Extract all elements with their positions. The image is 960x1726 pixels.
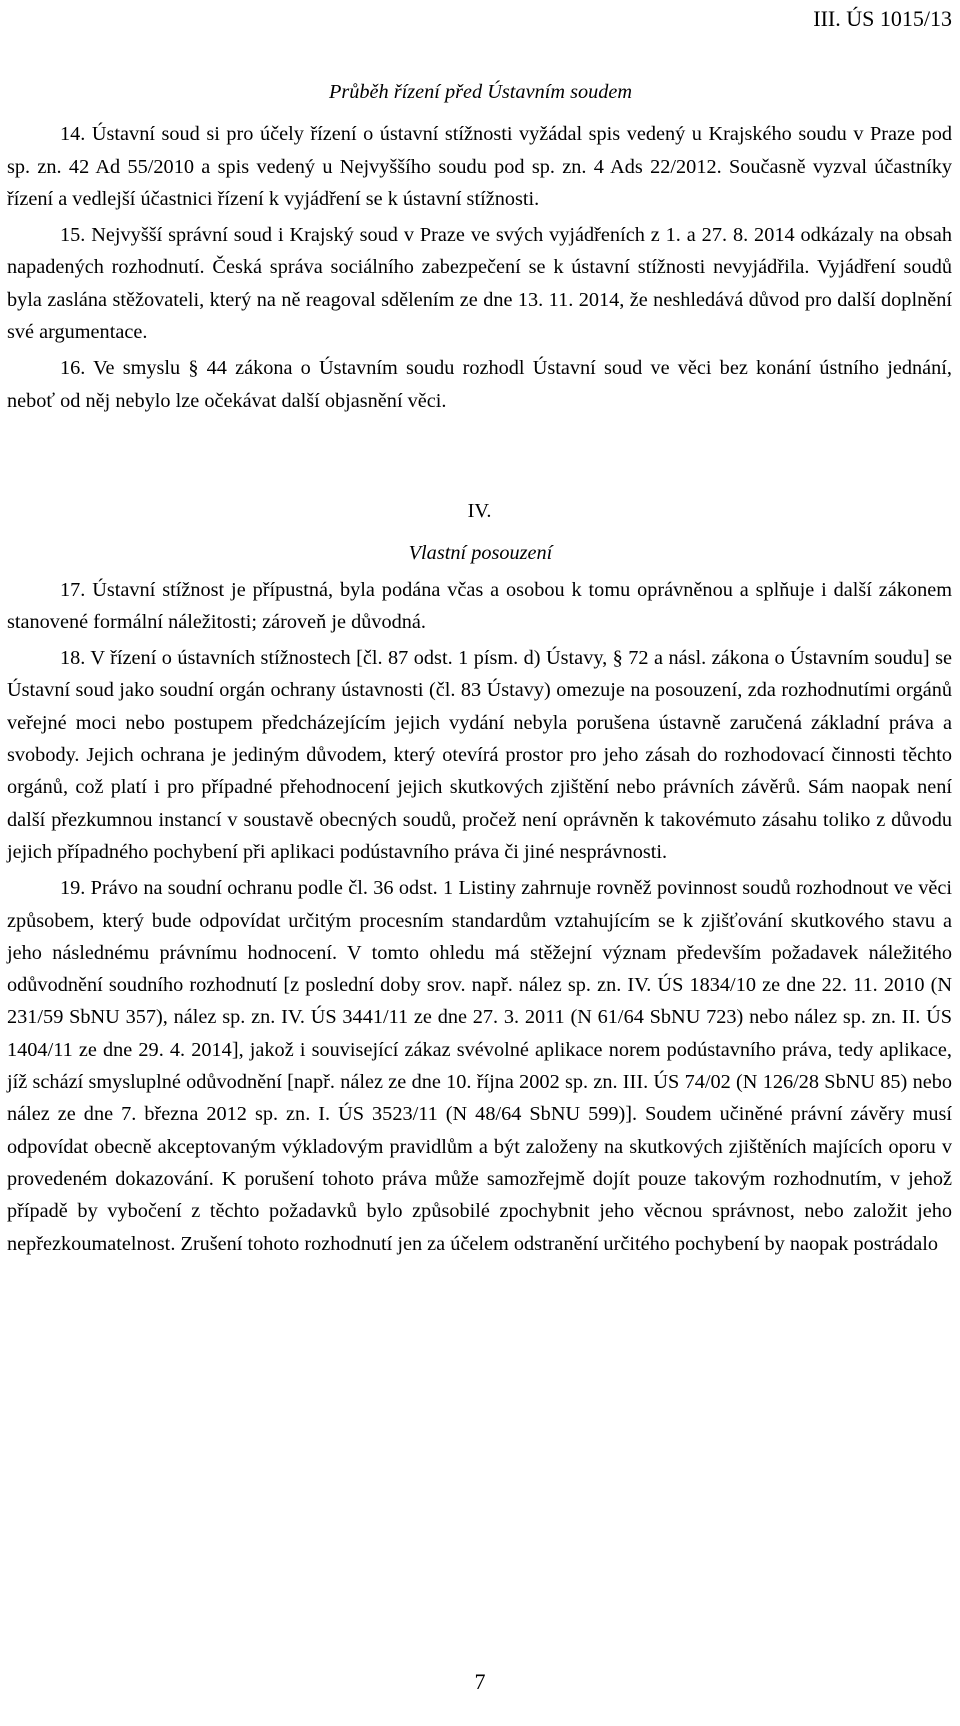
paragraph-18: 18. V řízení o ústavních stížnostech [čl. 87 odst. 1 písm. d) Ústavy, § 72 a násl. zákona o Ústavním soudu] se Ústavní soud jako soudní orgán ochrany ústavnosti (čl. 83 Ústavy) omezuje na posouzení, zda rozhodnutími orgánů veřejné moci nebo postupem předcházejícím jejich vydání nebyla porušena ústavně zaručená základní práva a svobody. Jejich ochrana je jediným důvodem, který otevírá prostor pro jeho zásah do rozhodovací činnosti těchto orgánů, což platí i pro případné přehodnocení jejich skutkových zjištění nebo právních závěrů. Sám naopak není další přezkumnou instancí v soustavě obecných soudů, pročež není oprávněn k takovémuto zásahu toliko z důvodu jejich případného pochybení při aplikaci podústavního práva či jiné nesprávnosti. bbox=[7, 647, 952, 863]
paragraph-19: 19. Právo na soudní ochranu podle čl. 36 odst. 1 Listiny zahrnuje rovněž povinnost soudů rozhodnout ve věci způsobem, který bude odpovídat určitým procesním standardům vztahujícím se k zjišťování skutkového stavu a jeho následnému právnímu hodnocení. V tomto ohledu má stěžejní význam především požadavek náležitého odůvodnění soudního rozhodnutí [z poslední doby srov. např. nález sp. zn. IV. ÚS 1834/10 ze dne 22. 11. 2010 (N 231/59 SbNU 357), nález sp. zn. IV. ÚS 3441/11 ze dne 27. 3. 2011 (N 61/64 SbNU 723) nebo nález sp. zn. II. ÚS 1404/11 ze dne 29. 4. 2014], jakož i související zákaz svévolné aplikace norem podústavního práva, tedy aplikace, jíž schází smysluplné odůvodnění [např. nález ze dne 10. října 2002 sp. zn. III. ÚS 74/02 (N 126/28 SbNU 85) nebo nález ze dne 7. března 2012 sp. zn. I. ÚS 3523/11 (N 48/64 SbNU 599)]. Soudem učiněné právní závěry musí odpovídat obecně akceptovaným výkladovým pravidlům a být založeny na skutkových zjištěních majících oporu v provedeném dokazování. K porušení tohoto práva může samozřejmě dojít pouze takovým rozhodnutím, v jehož případě by vybočení z těchto požadavků bylo způsobilé zpochybnit jeho věcnou správnost, nebo založit jeho nepřezkoumatelnost. Zrušení tohoto rozhodnutí jen za účelem odstranění určitého pochybení by naopak postrádalo bbox=[7, 877, 952, 1255]
paragraph-14: 14. Ústavní soud si pro účely řízení o ústavní stížnosti vyžádal spis vedený u Krajského soudu v Praze pod sp. zn. 42 Ad 55/2010 a spis vedený u Nejvyššího soudu pod sp. zn. 4 Ads 22/2012. Současně vyzval účastníky řízení a vedlejší účastnici řízení k vyjádření se k ústavní stížnosti. bbox=[7, 123, 952, 210]
paragraph-15: 15. Nejvyšší správní soud i Krajský soud v Praze ve svých vyjádřeních z 1. a 27. 8. 2014 odkázaly na obsah napadených rozhodnutí. Česká správa sociálního zabezpečení se k ústavní stížnosti nevyjádřila. Vyjádření soudů byla zaslána stěžovateli, který na ně reagoval sdělením ze dne 13. 11. 2014, že neshledává důvod pro další doplnění své argumentace. bbox=[7, 224, 952, 344]
paragraph-16: 16. Ve smyslu § 44 zákona o Ústavním soudu rozhodl Ústavní soud ve věci bez konání ústního jednání, neboť od něj nebylo lze očekávat další objasnění věci. bbox=[7, 357, 952, 412]
page-number: 7 bbox=[474, 1669, 486, 1694]
case-reference: III. ÚS 1015/13 bbox=[813, 6, 952, 31]
section-heading-assessment: Vlastní posouzení bbox=[408, 542, 553, 565]
paragraph-17: 17. Ústavní stížnost je přípustná, byla podána včas a osobou k tomu oprávněnou a splňuje i další zákonem stanovené formální náležitosti; zároveň je důvodná. bbox=[7, 578, 952, 633]
section-number: IV. bbox=[467, 499, 492, 522]
document-body bbox=[7, 76, 952, 1260]
section-heading-proceedings: Průběh řízení před Ústavním soudem bbox=[328, 81, 633, 103]
